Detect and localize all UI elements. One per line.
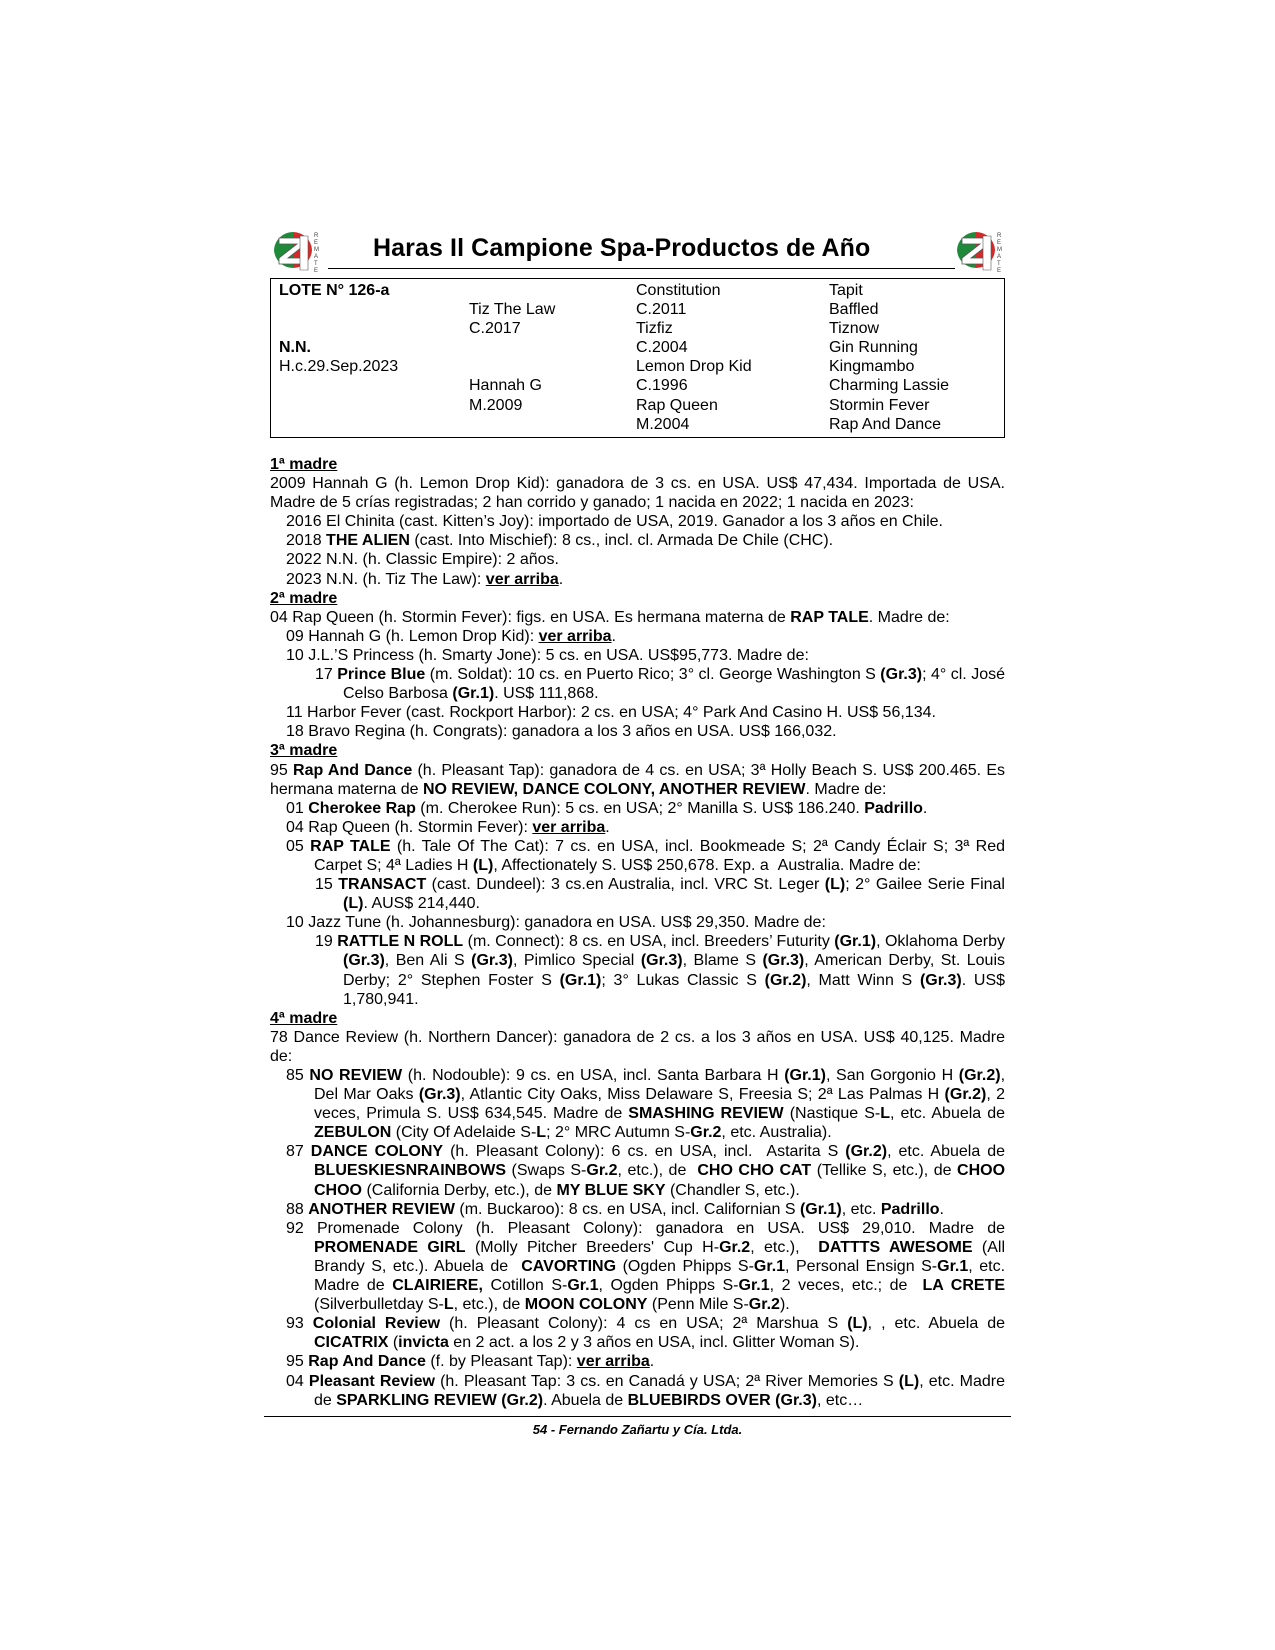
dam-paragraph: 2009 Hannah G (h. Lemon Drop Kid): ganadora de 3 cs. en USA. US$ 47,434. Importada de USA. Madre de 5 crías registradas; 2 han corrido y ganado; 1 nacida en 2022; 1 nacida en 2023: — [270, 475, 1005, 512]
produce-entry: 05 RAP TALE (h. Tale Of The Cat): 7 cs. en USA, incl. Bookmeade S; 2ª Candy Éclair S; 3ª Red Carpet S; 4ª Ladies H (L), Affectionately S. US$ 250,678. Exp. a Australia. Madre de: — [286, 837, 1005, 874]
svg-text:E: E — [997, 240, 1002, 246]
produce-entry: 88 ANOTHER REVIEW (m. Buckaroo): 8 cs. en USA, incl. Californian S (Gr.1), etc. Padrillo. — [286, 1200, 944, 1218]
grandparent-info: C.1996 — [636, 377, 688, 395]
produce-entry: 04 Pleasant Review (h. Pleasant Tap: 3 cs. en Canadá y USA; 2ª River Memories S (L), etc. Madre de SPARKLING REVIEW (Gr.2). Abuela de BLUEBIRDS OVER (Gr.3), etc… — [286, 1372, 1006, 1409]
produce-entry: 10 Jazz Tune (h. Johannesburg): ganadora en USA. US$ 29,350. Madre de: — [286, 914, 826, 932]
page-footer: 54 - Fernando Zañartu y Cía. Ltda. — [532, 1421, 743, 1437]
great-grandparent: Gin Running — [829, 339, 918, 357]
see-above-link[interactable]: ver arriba — [532, 818, 606, 836]
svg-text:E: E — [314, 240, 319, 246]
page-title: Haras Il Campione Spa-Productos de Año — [373, 234, 871, 262]
svg-text:T: T — [997, 261, 1001, 267]
dam-info: M.2009 — [469, 396, 523, 414]
family-text — [270, 455, 1005, 1410]
great-grandparent: Charming Lassie — [829, 377, 950, 395]
produce-entry: 11 Harbor Fever (cast. Rockport Harbor): 2 cs. en USA; 4° Park And Casino H. US$ 56,134. — [286, 704, 936, 722]
svg-text:A: A — [997, 254, 1002, 260]
great-grandparent: Stormin Fever — [829, 396, 930, 414]
dam-paragraph: 78 Dance Review (h. Northern Dancer): ganadora de 2 cs. a los 3 años en USA. US$ 40,125. Madre de: — [270, 1028, 1005, 1065]
grandparent-name: Tizfiz — [636, 320, 673, 338]
produce-entry: 2016 El Chinita (cast. Kitten’s Joy): importado de USA, 2019. Ganador a los 3 años en Chile. — [286, 513, 943, 531]
pedigree-table — [270, 278, 1005, 438]
svg-text:A: A — [314, 254, 319, 260]
svg-text:R: R — [997, 233, 1002, 239]
page-header — [270, 222, 1005, 274]
see-above-link[interactable]: ver arriba — [538, 627, 612, 645]
produce-entry: 85 NO REVIEW (h. Nodouble): 9 cs. en USA, incl. Santa Barbara H (Gr.1), San Gorgonio H (Gr.2), Del Mar Oaks (Gr.3), Atlantic City Oaks, Miss Delaware S, Freesia S; 2ª Las Palmas H (Gr.2), 2 veces, Primula S. US$ 634,545. Madre de SMASHING REVIEW (Nastique S-L, etc. Abuela de ZEBULON (City Of Adelaide S-L; 2° MRC Autumn S-Gr.2, etc. Australia). — [286, 1067, 1006, 1142]
section-third-dam: 3ª madre — [270, 742, 338, 760]
svg-text:E: E — [314, 268, 319, 274]
great-grandparent: Kingmambo — [829, 358, 915, 376]
produce-entry: 09 Hannah G (h. Lemon Drop Kid): ver arriba. — [286, 627, 616, 645]
see-above-link[interactable]: ver arriba — [576, 1353, 650, 1371]
grandparent-name: Lemon Drop Kid — [636, 358, 752, 376]
produce-entry: 2023 N.N. (h. Tiz The Law): ver arriba. — [286, 570, 564, 588]
great-grandparent: Tiznow — [829, 320, 880, 338]
produce-entry: 01 Cherokee Rap (m. Cherokee Run): 5 cs. en USA; 2° Manilla S. US$ 186.240. Padrillo. — [286, 799, 928, 817]
svg-text:M: M — [314, 247, 319, 253]
dam-paragraph: 04 Rap Queen (h. Stormin Fever): figs. en USA. Es hermana materna de RAP TALE. Madre de: — [270, 608, 950, 626]
produce-entry: 15 TRANSACT (cast. Dundeel): 3 cs.en Australia, incl. VRC St. Leger (L); 2° Gailee Serie Final (L). AUS$ 214,440. — [315, 876, 1005, 913]
horse-name: N.N. — [279, 339, 311, 357]
zr-logo-right — [953, 228, 1007, 274]
produce-entry: 2018 THE ALIEN (cast. Into Mischief): 8 cs., incl. cl. Armada De Chile (CHC). — [286, 532, 834, 550]
sire-info: C.2017 — [469, 320, 521, 338]
dam-paragraph: 95 Rap And Dance (h. Pleasant Tap): ganadora de 4 cs. en USA; 3ª Holly Beach S. US$ 200.465. Es hermana materna de NO REVIEW, DANCE COLONY, ANOTHER REVIEW. Madre de: — [270, 761, 1005, 798]
lot-number: LOTE N° 126-a — [279, 282, 390, 299]
section-second-dam: 2ª madre — [270, 589, 338, 607]
svg-text:T: T — [314, 261, 318, 267]
produce-entry: 93 Colonial Review (h. Pleasant Colony): 4 cs en USA; 2ª Marshua S (L), , etc. Abuela de CICATRIX (invicta en 2 act. a los 2 y 3 años en USA, incl. Glitter Woman S). — [286, 1315, 1006, 1352]
svg-text:M: M — [997, 247, 1002, 253]
great-grandparent: Rap And Dance — [829, 415, 942, 433]
grandparent-info: C.2004 — [636, 339, 688, 357]
pedigree-col-great-grandparents — [829, 281, 949, 434]
svg-text:E: E — [997, 268, 1002, 274]
great-grandparent: Baffled — [829, 301, 879, 319]
svg-text:R: R — [314, 233, 319, 239]
dam-name: Hannah G — [469, 377, 542, 395]
sire-name: Tiz The Law — [469, 301, 556, 319]
produce-entry: 92 Promenade Colony (h. Pleasant Colony): ganadora en USA. US$ 29,010. Madre de PROMENADE GIRL (Molly Pitcher Breeders' Cup H-Gr.2, etc.), DATTTS AWESOME (All Brandy S, etc.). Abuela de CAVORTING (Ogden Phipps S-Gr.1, Personal Ensign S-Gr.1, etc. Madre de CLAIRIERE, Cotillon S-Gr.1, Ogden Phipps S-Gr.1, 2 veces, etc.; de LA CRETE (Silverbulletday S-L, etc.), de MOON COLONY (Penn Mile S-Gr.2). — [286, 1219, 1006, 1314]
horse-details: H.c.29.Sep.2023 — [279, 358, 399, 376]
catalog-page — [270, 222, 1005, 1437]
produce-entry: 87 DANCE COLONY (h. Pleasant Colony): 6 cs. en USA, incl. Astarita S (Gr.2), etc. Abuela de BLUESKIESNRAINBOWS (Swaps S-Gr.2, etc.), de CHO CHO CAT (Tellike S, etc.), de CHOO CHOO (California Derby, etc.), de MY BLUE SKY (Chandler S, etc.). — [286, 1143, 1006, 1199]
grandparent-name: Rap Queen — [636, 396, 718, 414]
produce-entry: 95 Rap And Dance (f. by Pleasant Tap): ver arriba. — [286, 1353, 655, 1371]
section-fourth-dam: 4ª madre — [270, 1009, 338, 1027]
see-above-link[interactable]: ver arriba — [485, 570, 559, 588]
produce-entry: 10 J.L.’S Princess (h. Smarty Jone): 5 cs. en USA. US$95,773. Madre de: — [286, 646, 809, 664]
produce-entry: 2022 N.N. (h. Classic Empire): 2 años. — [286, 551, 559, 569]
produce-entry: 19 RATTLE N ROLL (m. Connect): 8 cs. en USA, incl. Breeders’ Futurity (Gr.1), Oklahoma Derby (Gr.3), Ben Ali S (Gr.3), Pimlico Special (Gr.3), Blame S (Gr.3), American Derby, St. Louis Derby; 2° Stephen Foster S (Gr.1); 3° Lukas Classic S (Gr.2), Matt Winn S (Gr.3). US$ 1,780,941. — [315, 933, 1006, 1008]
title-underline — [328, 268, 955, 269]
produce-entry: 04 Rap Queen (h. Stormin Fever): ver arriba. — [286, 818, 610, 836]
grandparent-info: C.2011 — [636, 301, 687, 319]
produce-entry: 18 Bravo Regina (h. Congrats): ganadora a los 3 años en USA. US$ 166,032. — [286, 723, 837, 741]
pedigree-col-grandparents — [636, 281, 752, 434]
great-grandparent: Tapit — [829, 282, 863, 299]
pedigree-col-horse — [279, 281, 398, 376]
zr-logo-left — [270, 228, 324, 274]
grandparent-info: M.2004 — [636, 415, 690, 433]
pedigree-col-parents — [469, 281, 555, 415]
footer-rule — [264, 1416, 1011, 1417]
section-first-dam: 1ª madre — [270, 456, 338, 473]
grandparent-name: Constitution — [636, 282, 721, 299]
produce-entry: 17 Prince Blue (m. Soldat): 10 cs. en Puerto Rico; 3° cl. George Washington S (Gr.3); 4° cl. José Celso Barbosa (Gr.1). US$ 111,868. — [315, 666, 1005, 703]
